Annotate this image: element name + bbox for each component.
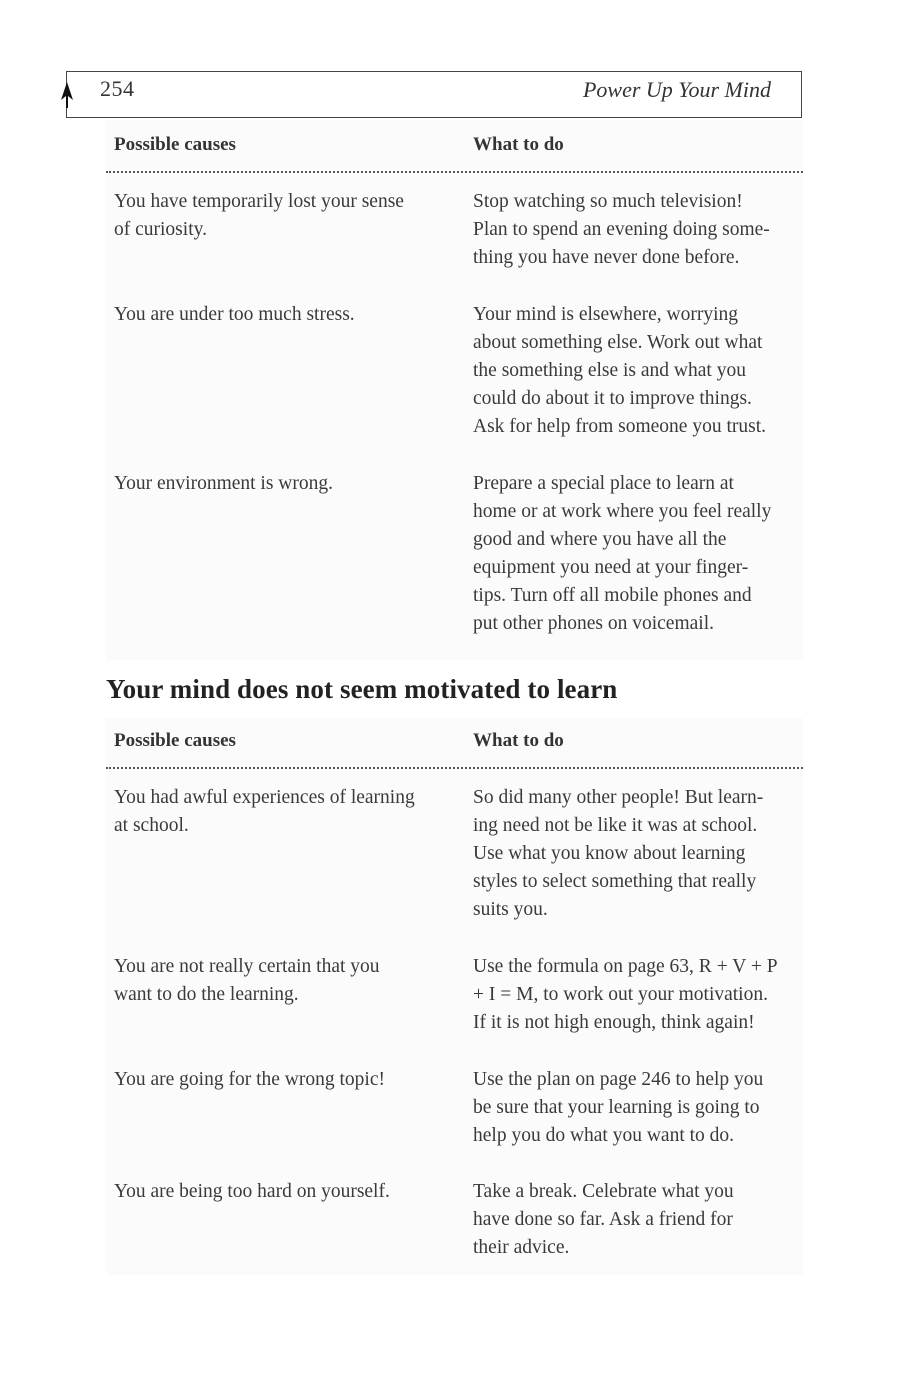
- table-header-divider: [106, 171, 803, 173]
- troubleshooting-table-2: [106, 718, 803, 1275]
- column-header-causes: Possible causes: [114, 730, 236, 751]
- table-row-action: Stop watching so much television! Plan to spend an evening doing some- thing you have never done before.: [473, 191, 770, 268]
- table-row-cause: You are going for the wrong topic!: [114, 1069, 385, 1090]
- arrow-up-icon: [61, 82, 73, 108]
- column-header-causes: Possible causes: [114, 134, 236, 155]
- column-header-what-to-do: What to do: [473, 730, 564, 751]
- table-row-action: Take a break. Celebrate what you have done so far. Ask a friend for their advice.: [473, 1181, 734, 1258]
- table-row-cause: You are not really certain that you want to do the learning.: [114, 956, 380, 1005]
- table-row-action: Use the formula on page 63, R + V + P + I = M, to work out your motivation. If it is not high enough, think again!: [473, 956, 778, 1033]
- table-row-action: Prepare a special place to learn at home or at work where you feel really good and where you have all the equipment you need at your finger- tips. Turn off all mobile phones and put other phones on voicemail.: [473, 473, 772, 634]
- table-header-divider: [106, 767, 803, 769]
- table-row-action: Use the plan on page 246 to help you be sure that your learning is going to help you do what you want to do.: [473, 1069, 764, 1146]
- section-heading: Your mind does not seem motivated to learn: [106, 674, 618, 704]
- running-header: [66, 71, 802, 118]
- table-row-action: So did many other people! But learn- ing need not be like it was at school. Use what you know about learning styles to select something that really suits you.: [473, 787, 764, 920]
- table-row-cause: You have temporarily lost your sense of curiosity.: [114, 191, 404, 240]
- table-row-cause: You are under too much stress.: [114, 304, 355, 325]
- troubleshooting-table-1: [106, 120, 803, 660]
- table-row-cause: You are being too hard on yourself.: [114, 1181, 390, 1202]
- page-number: 254: [100, 76, 135, 101]
- column-header-what-to-do: What to do: [473, 134, 564, 155]
- table-row-action: Your mind is elsewhere, worrying about something else. Work out what the something else is and what you could do about it to improve things. Ask for help from someone you trust.: [473, 304, 766, 437]
- table-row-cause: Your environment is wrong.: [114, 473, 334, 494]
- running-title: Power Up Your Mind: [582, 77, 771, 102]
- table-row-cause: You had awful experiences of learning at school.: [114, 787, 415, 836]
